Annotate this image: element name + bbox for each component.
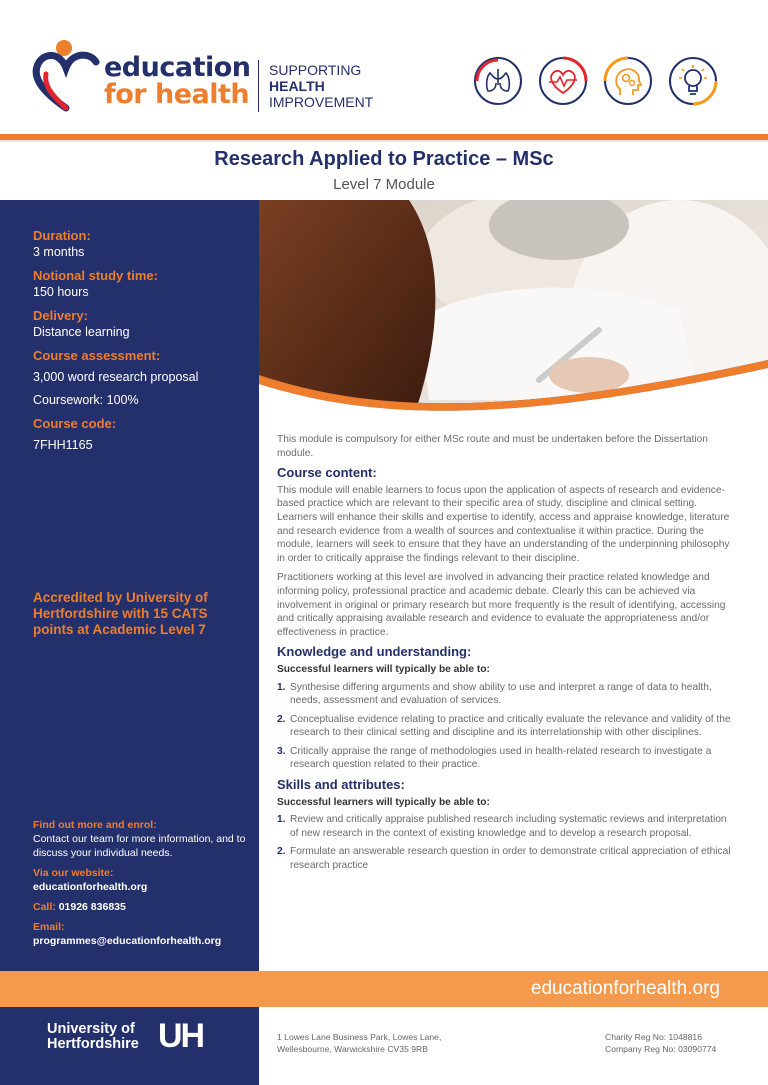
knowledge-lead: Successful learners will typically be able to: — [277, 663, 490, 675]
list-text: Formulate an answerable research question in order to demonstrate critical appreciation of ethical research practice — [290, 846, 731, 872]
list-number: 1. — [277, 681, 286, 693]
company-reg: Company Reg No: 03090774 — [605, 1043, 717, 1054]
header — [0, 0, 768, 134]
knowledge-heading: Knowledge and understanding: — [277, 644, 472, 660]
enrol-text: Contact our team for more information, and to discuss your individual needs. — [33, 833, 246, 859]
accreditation-text: Accredited by University of Hertfordshire with 15 CATS points at Academic Level 7 — [33, 590, 208, 637]
tagline-line-2: HEALTH — [269, 78, 325, 94]
study-time-label: Notional study time: — [33, 268, 158, 283]
university-line-1: University of — [47, 1021, 135, 1037]
delivery-label: Delivery: — [33, 308, 88, 323]
list-number: 3. — [277, 745, 286, 757]
address-line-2: Wellesbourne, Warwickshire CV35 9RB — [277, 1043, 428, 1054]
list-item — [277, 745, 737, 772]
heart-pulse-icon — [537, 55, 589, 107]
tagline — [269, 62, 373, 110]
intro-paragraph: This module is compulsory for either MSc route and must be undertaken before the Dissertation module. — [277, 434, 708, 459]
course-content-paragraph-1: This module will enable learners to focus upon the application of aspects of research and evidence-based practice which are relevant to their specific area of study, discipline and clinical setting. Learners will enhance their skills and expertise to identify, access and appraise knowledge, literature and research evidence from a wealth of sources and contextualise it within practice. During the module, learners will seek to ensure that they have an understanding of the underpinning philosophy in order to critically appraise the findings relevant to their discipline. — [277, 484, 730, 564]
logo-line-1: education — [104, 52, 251, 83]
list-text: Review and critically appraise published research including systematic reviews and interpretation of new research in the context of existing knowledge and to develop a research proposal. — [290, 814, 727, 839]
uh-logo: UH — [158, 1017, 204, 1055]
list-item — [277, 713, 737, 740]
course-details — [33, 228, 248, 461]
hero-photo — [259, 200, 768, 430]
course-content-paragraph-2: Practitioners working at this level are involved in advancing their practice related knowledge and informing policy, professional practice and academic debate. Clearly this can be achieved via involvement in original or primary research but more frequently is the result of identifying, accessing and critically appraising available research and evidence to evaluate the appropriateness and/or effectiveness in practice. — [277, 572, 726, 638]
list-item — [277, 845, 737, 872]
charity-reg: Charity Reg No: 1048816 — [605, 1032, 702, 1042]
course-code-value: 7FHH1165 — [33, 438, 93, 452]
email-link[interactable]: programmes@educationforhealth.org — [33, 935, 222, 947]
list-number: 1. — [277, 814, 286, 826]
list-text: Conceptualise evidence relating to practice and critically evaluate the relevance and validity of the research to their clinical setting and discipline and its interrelationship with other disciplines. — [290, 713, 731, 739]
skills-lead: Successful learners will typically be able to: — [277, 796, 490, 808]
tagline-line-3: IMPROVEMENT — [269, 94, 374, 110]
enrol-label: Find out more and enrol: — [33, 819, 157, 831]
list-item — [277, 813, 737, 840]
hero-photo-illustration — [259, 200, 768, 430]
heart-logo-icon — [30, 38, 104, 114]
delivery-value: Distance learning — [33, 325, 130, 339]
study-time-value: 150 hours — [33, 285, 89, 299]
website-label: Via our website: — [33, 867, 114, 879]
duration-label: Duration: — [33, 228, 91, 243]
header-icons — [472, 55, 719, 107]
logo-wordmark — [104, 54, 251, 108]
duration-value: 3 months — [33, 245, 85, 259]
phone-link[interactable]: 01926 836835 — [58, 901, 126, 913]
address-line-1: 1 Lowes Lane Business Park, Lowes Lane, — [277, 1032, 442, 1042]
university-name — [47, 1022, 139, 1052]
lightbulb-icon — [667, 55, 719, 107]
main-content — [277, 433, 737, 878]
list-item — [277, 681, 737, 708]
list-number: 2. — [277, 713, 286, 725]
contact-block — [33, 818, 253, 954]
footer-website-link[interactable]: educationforhealth.org — [530, 978, 720, 999]
sidebar — [0, 200, 259, 971]
assessment-value-2: Coursework: 100% — [33, 393, 139, 407]
lungs-icon — [472, 55, 524, 107]
course-content-heading: Course content: — [277, 465, 377, 481]
list-text: Synthesise differing arguments and show ability to use and interpret a range of data to health, needs, assessment and evaluation of services. — [290, 681, 712, 707]
registration-numbers — [605, 1032, 716, 1055]
logo-line-2: for health — [104, 79, 250, 110]
list-text: Critically appraise the range of methodologies used in health-related research to investigate a research question related to their practice. — [290, 745, 712, 771]
knowledge-list — [277, 681, 737, 773]
skills-heading: Skills and attributes: — [277, 777, 405, 793]
skills-list — [277, 813, 737, 872]
website-link[interactable]: educationforhealth.org — [33, 881, 148, 893]
course-code-label: Course code: — [33, 416, 117, 431]
tagline-line-1: SUPPORTING — [269, 62, 362, 78]
call-label: Call: — [33, 901, 56, 913]
header-grey-rule — [0, 140, 768, 142]
head-gears-icon — [602, 55, 654, 107]
email-label: Email: — [33, 921, 65, 933]
address — [277, 1032, 441, 1055]
assessment-label: Course assessment: — [33, 348, 161, 363]
university-line-2: Hertfordshire — [47, 1036, 139, 1052]
page-subtitle: Level 7 Module — [333, 176, 435, 193]
page-title: Research Applied to Practice – MSc — [214, 148, 554, 170]
assessment-value-1: 3,000 word research proposal — [33, 370, 199, 384]
list-number: 2. — [277, 846, 286, 858]
logo-divider — [258, 60, 259, 112]
